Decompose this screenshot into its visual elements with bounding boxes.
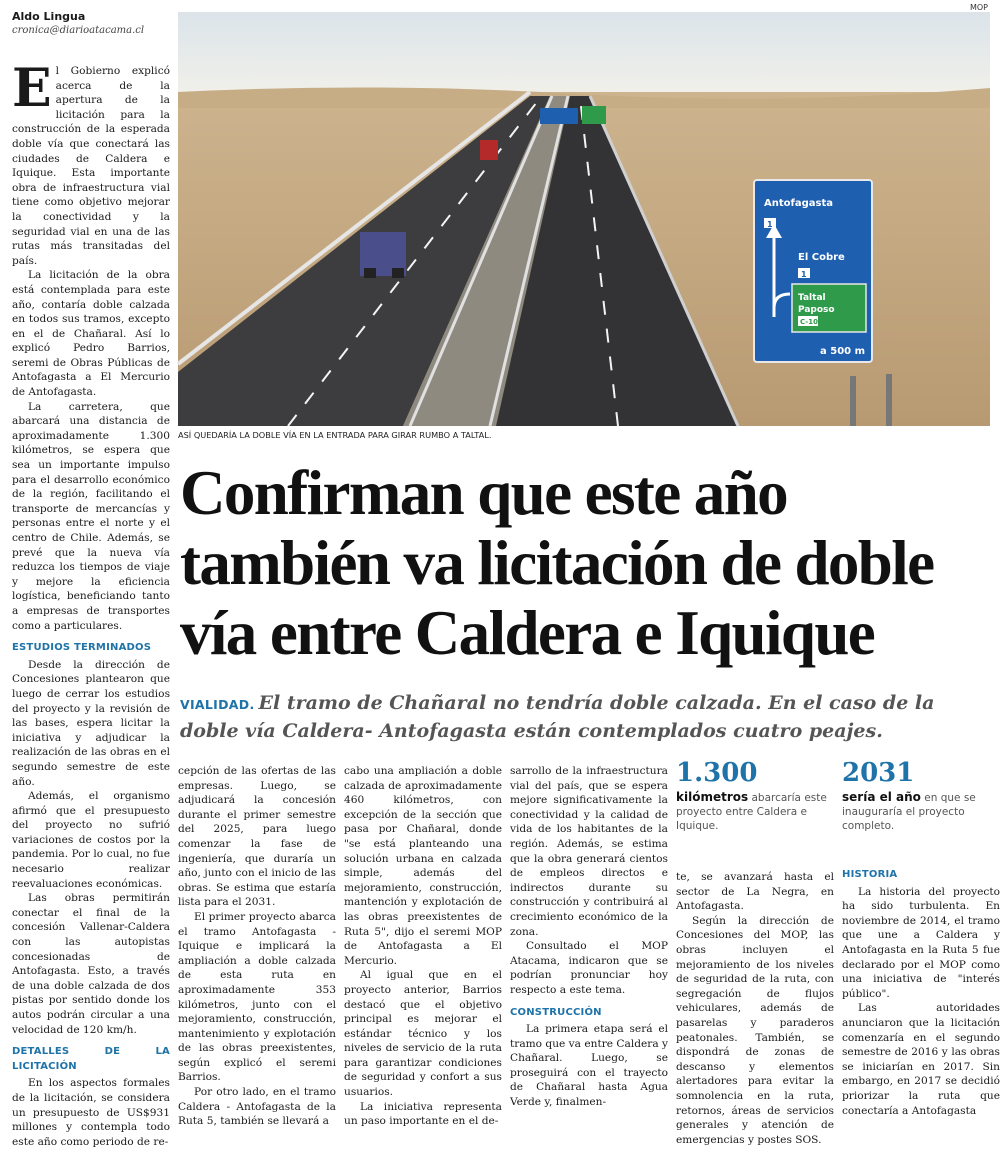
article-column-6	[842, 868, 1000, 1120]
sign-text-paposo: Paposo	[798, 305, 835, 315]
stat-box-year	[842, 758, 998, 833]
highway-photo	[178, 12, 990, 426]
sign-route-top: 1	[767, 220, 773, 229]
stat-number: 2031	[842, 758, 915, 788]
subheading: CONSTRUCCIÓN	[510, 1006, 602, 1018]
paragraph: La licitación de la obra está contemplada para este año, contaría doble calzada en todos sus tramos, excepto en el de Chañaral. Así lo explicó Pedro Barrios, seremi de Obras Públicas de Antofagasta a El Mercurio de Antofagasta.	[12, 269, 170, 399]
paragraph: El primer proyecto abarca el tramo Antofagasta - Iquique e implicará la ampliación a doble calzada de esta ruta en aproximadamente 353 kilómetros, junto con el mejoramiento, construcción, mantenimiento y explotación de las obras preexistentes, según explicó el seremi Barrios.	[178, 910, 336, 1084]
paragraph: Las obras permitirán conectar el final de la concesión Vallenar-Caldera con las autopistas concesionadas de Antofagasta. Esto, a través de una doble calzada de dos pistas por sentido donde los autos podrán circular a una velocidad de 120 km/h.	[12, 892, 170, 1036]
sign-text-taltal: Taltal	[798, 293, 826, 303]
article-column-4	[510, 764, 668, 1120]
paragraph: Desde la dirección de Concesiones plantearon que luego de cerrar los estudios del proyecto y la revisión de las bases, espera licitar la iniciativa y adjudicar la realización de las obras en el segundo semestre de este año.	[12, 658, 170, 788]
paragraph: En los aspectos formales de la licitación, se considera un presupuesto de US$931 millones y contempla todo este año como periodo de re-	[12, 1077, 170, 1148]
headline: Confirman que este año también va licitación de doble vía entre Caldera e Iquique	[180, 458, 934, 668]
byline	[12, 10, 172, 36]
paragraph: Por otro lado, en el tramo Caldera - Antofagasta de la Ruta 5, también se llevará a	[178, 1086, 336, 1128]
stat-description: sería el año en que se inauguraría el proyecto completo.	[842, 790, 976, 832]
lead	[180, 690, 995, 744]
author-email: cronica@diarioatacama.cl	[12, 25, 145, 36]
lead-text: El tramo de Chañaral no tendría doble calzada. En el caso de la doble vía Caldera- Antofagasta están contemplados cuatro peajes.	[180, 692, 935, 742]
sign-text-el-cobre: El Cobre	[798, 252, 845, 263]
paragraph: Consultado el MOP Atacama, indicaron que se podrían pronunciar hoy respecto a este tema.	[510, 940, 668, 996]
stat-description: kilómetros abarcaría este proyecto entre Caldera e Iquique.	[676, 790, 827, 832]
paragraph: La iniciativa representa un paso importante en el de-	[344, 1100, 502, 1128]
sign-text-antofagasta: Antofagasta	[764, 198, 833, 209]
stat-box-kilometers	[676, 758, 832, 833]
article-column-left	[12, 58, 170, 1148]
article-column-2	[178, 764, 336, 1128]
drop-cap: E	[12, 58, 52, 119]
paragraph: te, se avanzará hasta el sector de La Negra, en Antofagasta.	[676, 871, 834, 913]
paragraph: Además, el organismo afirmó que el presupuesto del proyecto no sufrió variaciones de costos por la pandemia. Por lo cual, no fue necesario realizar reevaluaciones económicas.	[12, 790, 170, 890]
stat-number: 1.300	[676, 758, 758, 788]
paragraph: La historia del proyecto ha sido turbulenta. En noviembre de 2014, el tramo que une a Caldera y Antofagasta en la Ruta 5 fue declarado por el MOP como una iniciativa de "interés público".	[842, 885, 1000, 1000]
highway-illustration	[178, 12, 990, 426]
section-tag: VIALIDAD.	[180, 697, 255, 712]
sign-route-mid: 1	[801, 270, 807, 279]
subheading: DETALLES DE LA LICITACIÓN	[12, 1046, 170, 1072]
subheading: ESTUDIOS TERMINADOS	[12, 642, 152, 654]
paragraph: cepción de las ofertas de las empresas. Luego, se adjudicará la concesión durante el primer semestre del 2025, para luego comenzar la fase de ingeniería, que duraría un año, junto con el inicio de las obras. Se estima que estaría lista para el 2031.	[178, 765, 336, 909]
subheading: HISTORIA	[842, 869, 898, 880]
paragraph: La carretera, que abarcará una distancia de aproximadamente 1.300 kilómetros, se espera que sea un importante impulso para el desarrollo económico de la región, facilitando el transporte de mercancías y personas entre el norte y el centro de Chile. Además, se prevé que la nueva vía reduzca los tiempos de viaje y mejore la eficiencia logística, beneficiando tanto a empresas de transportes como a particulares.	[12, 400, 170, 632]
paragraph: El Gobierno explicó acerca de la apertura de la licitación para la construcción de la esperada doble vía que conectará las ciudades de Caldera e Iquique. Esta importante obra de infraestructura vial tiene como objetivo mejorar la conectividad y la seguridad vial en una de las rutas más transitadas del país.	[12, 58, 170, 267]
article-column-3	[344, 764, 502, 1128]
sign-distance: a 500 m	[820, 346, 866, 357]
paragraph: sarrollo de la infraestructura vial del país, que se espera mejore significativamente la conectividad y la calidad de vida de los habitantes de la región. Además, se estima que la obra generará cientos de empleos directos e indirectos durante su construcción y contribuirá al crecimiento económico de la zona.	[510, 765, 668, 938]
author-name: Aldo Lingua	[12, 10, 86, 23]
article-column-5	[676, 870, 834, 1146]
photo-credit: MOP	[969, 3, 988, 12]
photo-caption: ASÍ QUEDARÍA LA DOBLE VÍA EN LA ENTRADA PARA GIRAR RUMBO A TALTAL.	[178, 430, 492, 440]
sign-route-green: C-10	[800, 318, 818, 326]
paragraph: Según la dirección de Concesiones del MOP, las obras incluyen el mejoramiento de los niveles de seguridad de la ruta, con segregación de flujos vehiculares, además de pasarelas y paraderos peatonales. También, se dispondrá de zonas de descanso y elementos alertadores para evitar la somnolencia en la ruta, retornos, áreas de servicios generales y atención de emergencias y postes SOS.	[676, 914, 834, 1146]
paragraph: cabo una ampliación a doble calzada de aproximadamente 460 kilómetros, con excepción de la sección que pasa por Chañaral, donde "se está planteando una solución urbana en calzada simple, además del mejoramiento, construcción, mantención y explotación de las obras preexistentes de Ruta 5", dijo el seremi MOP de Antofagasta a El Mercurio.	[344, 765, 502, 967]
paragraph: La primera etapa será el tramo que va entre Caldera y Chañaral. Luego, se proseguirá con el trayecto de Chañaral hasta Agua Verde y, finalmen-	[510, 1023, 668, 1109]
paragraph: Las autoridades anunciaron que la licitación comenzaría en el segundo semestre de 2016 y las obras se iniciarían en 2017. Sin embargo, en 2017 se decidió priorizar la ruta que conectaría a Antofagasta	[842, 1002, 1000, 1117]
paragraph: Al igual que en el proyecto anterior, Barrios destacó que el objetivo principal es mejorar el estándar técnico y los niveles de servicio de la ruta para garantizar condiciones de seguridad y confort a sus usuarios.	[344, 969, 502, 1099]
